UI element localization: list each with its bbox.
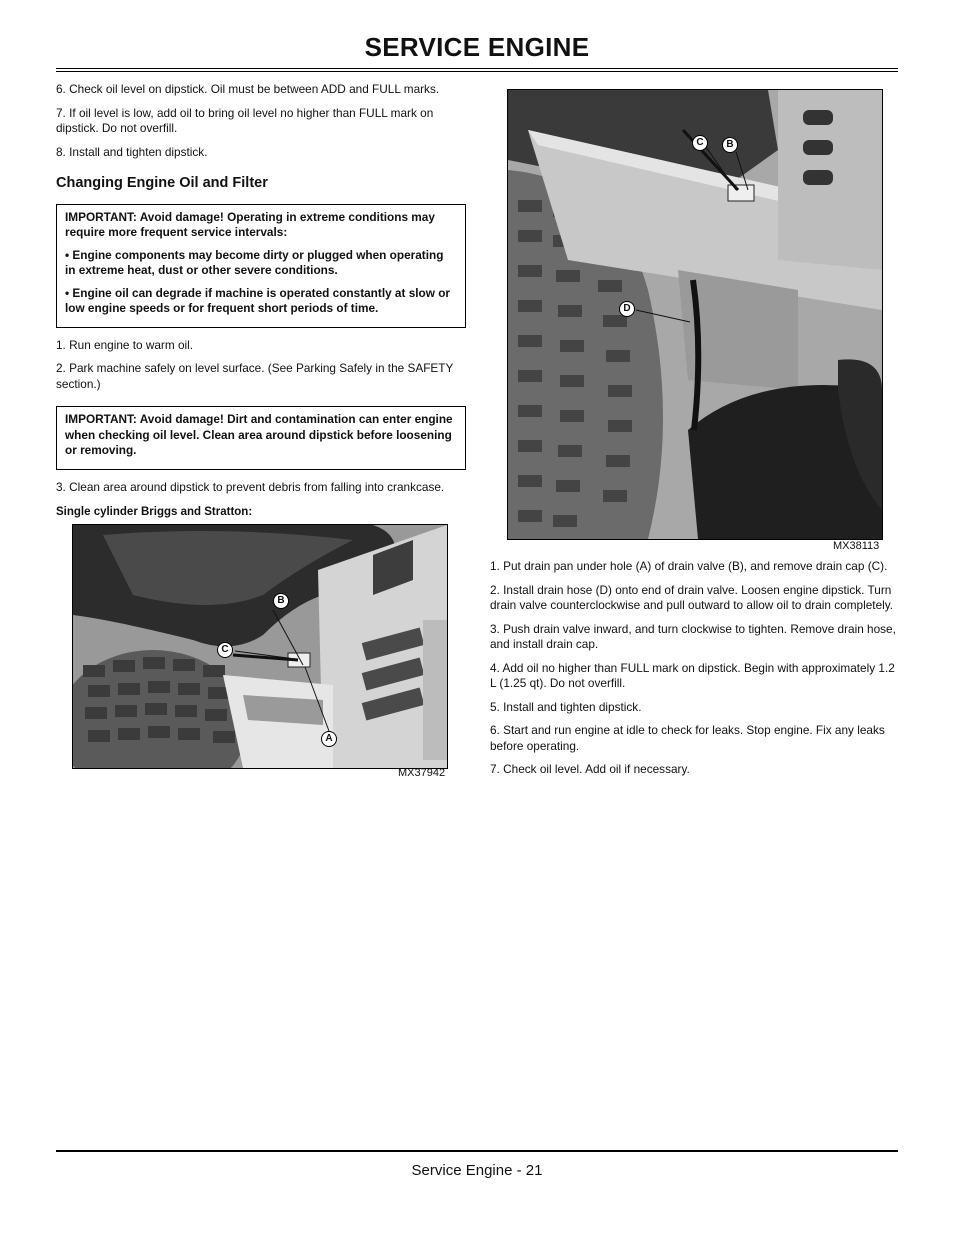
step-paragraph: 3. Push drain valve inward, and turn clockwise to tighten. Remove drain hose, and install drain cap. (490, 621, 896, 651)
page-footer: Service Engine - 21 (411, 1162, 543, 1179)
right-column (490, 559, 900, 786)
step-paragraph: 6. Start and run engine at idle to check for leaks. Stop engine. Fix any leaks before operating. (490, 723, 885, 753)
header-rule (56, 68, 898, 72)
step-paragraph: 2. Install drain hose (D) onto end of drain valve. Loosen engine dipstick. Turn drain valve counterclockwise and pull outward to allow oil to drain completely. (490, 582, 894, 612)
notice-line: IMPORTANT: Avoid damage! Operating in extreme conditions may require more frequent service intervals: (65, 209, 435, 239)
step-paragraph: 1. Run engine to warm oil. (56, 337, 194, 352)
step-paragraph: 8. Install and tighten dipstick. (56, 144, 208, 159)
notice-line: • Engine oil can degrade if machine is operated constantly at slow or low engine speeds or for frequent short periods of time. (65, 285, 450, 315)
engine-illustration (73, 525, 447, 768)
step-paragraph: 2. Park machine safely on level surface. (See Parking Safely in the SAFETY section.) (56, 361, 454, 391)
step-paragraph: 1. Put drain pan under hole (A) of drain valve (B), and remove drain cap (C). (490, 559, 888, 573)
section-heading: Changing Engine Oil and Filter (56, 175, 268, 191)
callout-label: C (692, 135, 708, 151)
callout-label: B (273, 593, 289, 609)
page-title: SERVICE ENGINE (364, 32, 590, 62)
step-paragraph: 7. Check oil level. Add oil if necessary. (490, 762, 690, 776)
callout-label: A (321, 731, 337, 747)
step-paragraph: 7. If oil level is low, add oil to bring oil level no higher than FULL mark on dipstick. Do not overfill. (56, 105, 434, 135)
step-paragraph: 5. Install and tighten dipstick. (490, 699, 642, 714)
engine-photo-right (507, 89, 883, 540)
engine-subheading: Single cylinder Briggs and Stratton: (56, 506, 253, 518)
notice-line: • Engine components may become dirty or plugged when operating in extreme heat, dust or other severe conditions. (65, 247, 444, 277)
step-paragraph: 4. Add oil no higher than FULL mark on dipstick. Begin with approximately 1.2 L (1.25 qt). Do not overfill. (490, 660, 895, 690)
callout-label: B (722, 137, 738, 153)
step-paragraph: 6. Check oil level on dipstick. Oil must be between ADD and FULL marks. (56, 82, 440, 96)
figure-caption: MX38113 (833, 540, 880, 552)
important-notice-box (56, 406, 466, 470)
footer-rule (56, 1150, 898, 1152)
callout-label: C (217, 642, 233, 658)
engine-photo-left (72, 524, 448, 769)
notice-line: IMPORTANT: Avoid damage! Dirt and contamination can enter engine when checking oil level. Clean area around dipstick before loosening or removing. (65, 412, 453, 457)
step-paragraph: 3. Clean area around dipstick to prevent debris from falling into crankcase. (56, 479, 445, 494)
left-column (56, 82, 466, 521)
important-notice-box (56, 204, 466, 328)
callout-label: D (619, 301, 635, 317)
figure-caption: MX37942 (398, 767, 446, 779)
engine-illustration (508, 90, 882, 539)
